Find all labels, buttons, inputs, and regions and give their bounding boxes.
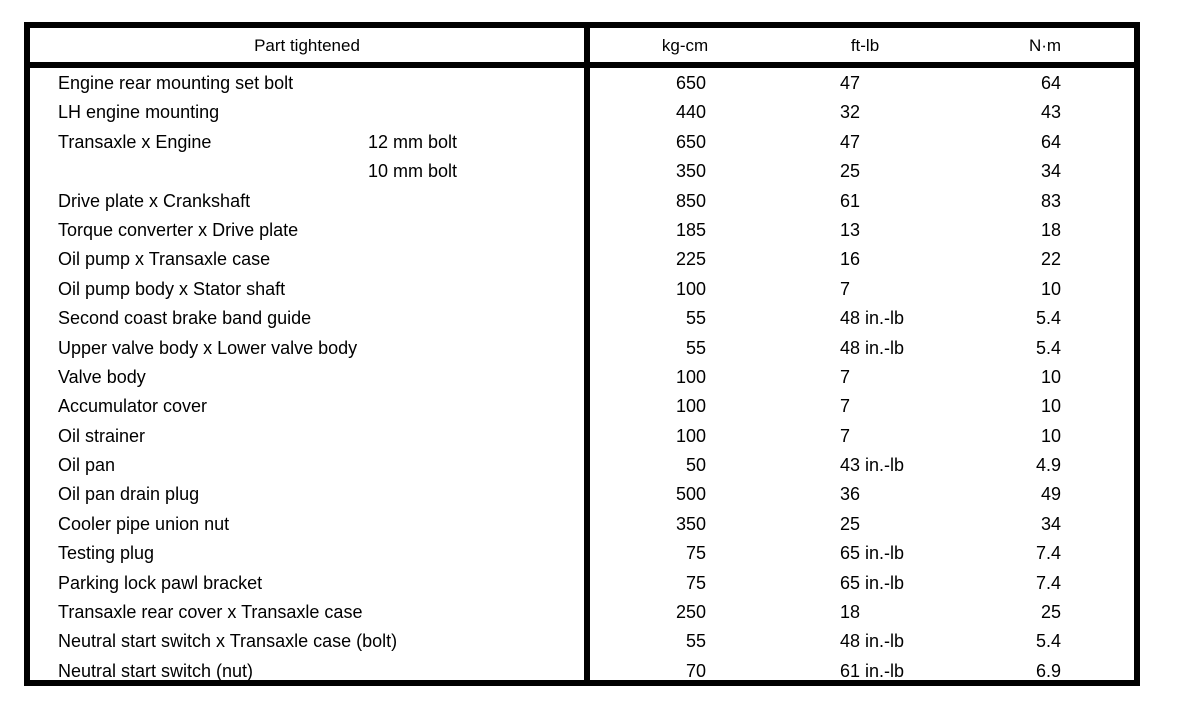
ft-lb-cell: 65 in.-lb xyxy=(840,543,905,564)
kg-cm-cell: 75 xyxy=(685,543,706,564)
ft-lb-cell: 25 xyxy=(840,513,861,534)
table-row xyxy=(30,450,1134,479)
nm-cell: 43 xyxy=(1040,102,1061,123)
nm-cell: 4.9 xyxy=(1035,455,1061,476)
torque-spec-table xyxy=(24,22,1140,686)
part-cell: Upper valve body x Lower valve body xyxy=(58,337,358,358)
kg-cm-cell: 250 xyxy=(675,602,706,623)
kg-cm-cell: 350 xyxy=(675,161,706,182)
kg-cm-cell: 70 xyxy=(685,660,706,681)
nm-cell: 64 xyxy=(1040,73,1061,93)
ft-lb-cell: 7 xyxy=(840,396,851,417)
nm-cell: 64 xyxy=(1040,131,1061,152)
part-cell: Cooler pipe union nut xyxy=(58,513,230,534)
table-row xyxy=(30,538,1134,567)
part-cell: Oil pump body x Stator shaft xyxy=(58,278,286,299)
kg-cm-cell: 500 xyxy=(675,484,706,505)
table-row xyxy=(30,656,1134,685)
kg-cm-cell: 225 xyxy=(675,249,706,270)
part-cell: Torque converter x Drive plate xyxy=(58,219,299,240)
nm-cell: 34 xyxy=(1040,161,1061,182)
part-cell: Testing plug xyxy=(58,543,155,564)
table-row xyxy=(30,156,1134,185)
kg-cm-cell: 50 xyxy=(685,455,706,476)
table-row xyxy=(30,597,1134,626)
ft-lb-cell: 36 xyxy=(840,484,861,505)
table-row xyxy=(30,333,1134,362)
table-row xyxy=(30,215,1134,244)
table-row xyxy=(30,391,1134,420)
header-part-tightened: Part tightened xyxy=(254,36,360,55)
nm-cell: 10 xyxy=(1040,278,1061,299)
kg-cm-cell: 100 xyxy=(675,366,706,387)
nm-cell: 7.4 xyxy=(1035,572,1061,593)
ft-lb-cell: 47 xyxy=(840,73,861,93)
nm-cell: 5.4 xyxy=(1035,308,1061,329)
ft-lb-cell: 43 in.-lb xyxy=(840,455,905,476)
nm-cell: 5.4 xyxy=(1035,337,1061,358)
part-cell: LH engine mounting xyxy=(58,102,220,123)
kg-cm-cell: 100 xyxy=(675,396,706,417)
kg-cm-cell: 75 xyxy=(685,572,706,593)
ft-lb-cell: 18 xyxy=(840,602,861,623)
ft-lb-cell: 65 in.-lb xyxy=(840,572,905,593)
ft-lb-cell: 48 in.-lb xyxy=(840,308,905,329)
kg-cm-cell: 55 xyxy=(685,631,706,652)
table-row xyxy=(30,303,1134,332)
table-row xyxy=(30,626,1134,655)
table-row xyxy=(30,68,1134,97)
table-body xyxy=(30,68,1134,685)
part-cell: Oil pan drain plug xyxy=(58,484,200,505)
part-cell: Accumulator cover xyxy=(58,396,208,417)
kg-cm-cell: 55 xyxy=(685,337,706,358)
part-cell: Oil pan xyxy=(58,455,116,476)
ft-lb-cell: 7 xyxy=(840,366,851,387)
header-kg-cm: kg-cm xyxy=(661,36,709,55)
ft-lb-cell: 7 xyxy=(840,278,851,299)
part-cell: Oil strainer xyxy=(58,425,146,446)
nm-cell: 10 xyxy=(1040,366,1061,387)
part-detail-cell: 10 mm bolt xyxy=(368,161,458,182)
table-row xyxy=(30,509,1134,538)
table-row xyxy=(30,362,1134,391)
table-row xyxy=(30,127,1134,156)
part-cell: Parking lock pawl bracket xyxy=(58,572,263,593)
ft-lb-cell: 48 in.-lb xyxy=(840,337,905,358)
nm-cell: 10 xyxy=(1040,425,1061,446)
nm-cell: 34 xyxy=(1040,513,1061,534)
ft-lb-cell: 47 xyxy=(840,131,861,152)
part-cell: Neutral start switch (nut) xyxy=(58,660,254,681)
kg-cm-cell: 100 xyxy=(675,425,706,446)
part-detail-cell: 12 mm bolt xyxy=(368,131,458,152)
nm-cell: 18 xyxy=(1040,219,1061,240)
ft-lb-cell: 48 in.-lb xyxy=(840,631,905,652)
nm-cell: 25 xyxy=(1040,602,1061,623)
header-ft-lb: ft-lb xyxy=(850,36,880,55)
table-row xyxy=(30,97,1134,126)
nm-cell: 22 xyxy=(1040,249,1061,270)
part-cell: Transaxle x Engine xyxy=(58,131,212,152)
kg-cm-cell: 650 xyxy=(675,73,706,93)
ft-lb-cell: 13 xyxy=(840,219,861,240)
ft-lb-cell: 61 xyxy=(840,190,861,211)
table-row xyxy=(30,479,1134,508)
ft-lb-cell: 32 xyxy=(840,102,861,123)
part-cell: Valve body xyxy=(58,366,146,387)
part-cell: Oil pump x Transaxle case xyxy=(58,249,271,270)
ft-lb-cell: 16 xyxy=(840,249,861,270)
part-cell: Transaxle rear cover x Transaxle case xyxy=(58,602,363,623)
table-row xyxy=(30,186,1134,215)
kg-cm-cell: 55 xyxy=(685,308,706,329)
nm-cell: 49 xyxy=(1040,484,1061,505)
nm-cell: 10 xyxy=(1040,396,1061,417)
kg-cm-cell: 185 xyxy=(675,219,706,240)
kg-cm-cell: 650 xyxy=(675,131,706,152)
ft-lb-cell: 61 in.-lb xyxy=(840,660,905,681)
part-cell: Second coast brake band guide xyxy=(58,308,312,329)
nm-cell: 5.4 xyxy=(1035,631,1061,652)
part-cell: Engine rear mounting set bolt xyxy=(58,73,294,93)
nm-cell: 6.9 xyxy=(1035,660,1061,681)
table-row xyxy=(30,568,1134,597)
header-nm: N·m xyxy=(1028,36,1062,55)
kg-cm-cell: 350 xyxy=(675,513,706,534)
ft-lb-cell: 25 xyxy=(840,161,861,182)
kg-cm-cell: 850 xyxy=(675,190,706,211)
table-row xyxy=(30,244,1134,273)
part-cell: Neutral start switch x Transaxle case (bolt) xyxy=(58,631,398,652)
nm-cell: 7.4 xyxy=(1035,543,1061,564)
nm-cell: 83 xyxy=(1040,190,1061,211)
kg-cm-cell: 440 xyxy=(675,102,706,123)
table-row xyxy=(30,274,1134,303)
ft-lb-cell: 7 xyxy=(840,425,851,446)
table-row xyxy=(30,421,1134,450)
kg-cm-cell: 100 xyxy=(675,278,706,299)
part-cell: Drive plate x Crankshaft xyxy=(58,190,251,211)
